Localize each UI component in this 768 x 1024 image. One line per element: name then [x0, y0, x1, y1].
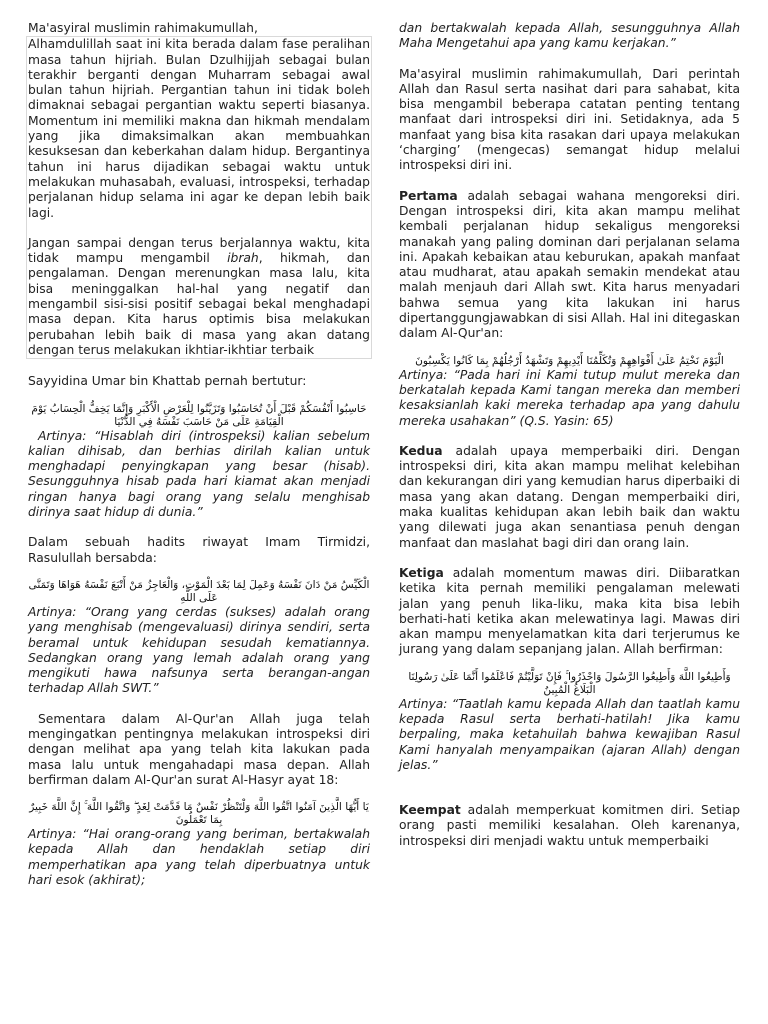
salutation: Ma'asyiral muslimin rahimakumullah, — [28, 21, 258, 35]
pertama-text: adalah sebagai wahana mengoreksi diri. Dengan introspeksi diri, kita akan mampu melihat kembali perjalanan hidup sekaligus mengoreksi manakah yang paling dominan dari perjalanan selama ini. Apakah kebaikan atau keburukan, apakah manfaat atau mudharat, atau apakah semakin mendekat atau malah menjauh dari Allah swt. Kita harus menyadari bahwa semua yang kita lakukan ini harus dipertanggungjawabkan di sisi Allah. Hal ini ditegaskan dalam Al-Qur'an: — [399, 188, 740, 341]
translation-taatlah: Artinya: “Taatlah kamu kepada Allah dan taatlah kamu kepada Rasul serta berhati-hatilah! Jika kamu berpaling, maka ketahuilah bahwa kewajiban Rasul Kami hanyalah menyampaikan (ajaran Allah) dengan jelas.” — [399, 696, 740, 772]
kedua-label: Kedua — [399, 443, 443, 458]
arabic-quote-umar: حَاسِبُوا أَنْفُسَكُمْ قَبْلَ أَنْ تُحَاسَبُوا وَتَزَيَّنُوا لِلْعَرْضِ الْأَكْبَرِ وَإِنَّمَا يَخِفُّ الْحِسَابُ يَوْمَ الْقِيَامَةِ عَلَى مَنْ حَاسَبَ نَفْسَهُ فِي الدُّنْيَا — [31, 402, 367, 428]
arabic-yasin: الْيَوْمَ نَخْتِمُ عَلَىٰ أَفْوَاهِهِمْ وَتُكَلِّمُنَا أَيْدِيهِمْ وَتَشْهَدُ أَرْجُلُهُمْ بِمَا كَانُوا يَكْسِبُونَ — [415, 354, 724, 367]
translation-alhasyr-continued: dan bertakwalah kepada Allah, sesungguhnya Allah Maha Mengetahui apa yang kamu kerjakan.” — [399, 21, 740, 51]
paragraph-manfaat: Ma'asyiral muslimin rahimakumullah, Dari perintah Allah dan Rasul serta nasihat dari para sahabat, kita bisa mengambil beberapa catatan penting tentang manfaat dari introspeksi diri ini. Setidaknya, ada 5 manfaat yang bisa kita rasakan dari upaya melakukan ‘charging’ (mengecas) semangat hidup melalui introspeksi diri ini. — [399, 66, 740, 173]
left-column — [28, 21, 370, 888]
paragraph-intro: Alhamdulillah saat ini kita berada dalam fase peralihan masa tahun hijriah. Bulan Dzulhijjah sebagai bulan terakhir berganti dengan Muharram sebagai awal bulan tahun hijriah. Pergantian tahun ini tidak boleh dimaknai sebagai pergantian waktu seperti biasanya. Momentum ini memiliki makna dan hikmah mendalam yang jika dimaksimalkan akan membuahkan kesuksesan dan keberkahan dalam hidup. Bergantinya tahun ini harus dijadikan sebagai waktu untuk melakukan muhasabah, evaluasi, introspeksi, terhadap perjalanan hidup selama ini agar ke depan lebih baik lagi. — [28, 37, 370, 220]
paragraph-ketiga — [399, 566, 740, 658]
paragraph-pertama — [399, 189, 740, 342]
pertama-label: Pertama — [399, 188, 458, 203]
paragraph-kedua — [399, 444, 740, 551]
arabic-hadith: الْكَيِّسُ مَنْ دَانَ نَفْسَهُ وَعَمِلَ لِمَا بَعْدَ الْمَوْتِ، وَالْعَاجِزُ مَنْ أَتْبَعَ نَفْسَهُ هَوَاهَا وَتَمَنَّى عَلَى اللَّهِ — [28, 578, 370, 604]
translation-umar: Artinya: “Hisablah diri (introspeksi) kalian sebelum kalian dihisab, dan berhias dirilah kalian untuk menghadapi penyingkapan yang besar (hisab). Sesungguhnya hisab pada hari kiamat akan menjadi ringan hanya bagi orang yang selalu menghisab dirinya saat hidup di dunia.” — [28, 428, 370, 520]
translation-hadith: Artinya: “Orang yang cerdas (sukses) adalah orang yang menghisab (mengevaluasi) dirinya sendiri, serta beramal untuk kehidupan sesudah kematiannya. Sedangkan orang yang lemah adalah orang yang mengikuti hawa nafsunya serta berangan-angan terhadap Allah SWT.” — [28, 604, 370, 696]
ketiga-label: Ketiga — [399, 565, 444, 580]
paragraph-ibrah-part2: , hikmah, dan pengalaman. Dengan merenungkan masa lalu, kita bisa meninggalkan hal-hal yang negatif dan mengambil sisi-sisi positif sebagai bekal menghadapi masa depan. Kita harus optimis bisa melakukan perubahan lebih baik di masa yang akan datang dengan terus melakukan ikhtiar-ikhtiar terbaik — [28, 251, 370, 357]
paragraph-alhasyr: Sementara dalam Al-Qur'an Allah juga telah mengingatkan pentingnya melakukan introspeksi diri dengan melihat apa yang telah kita lakukan pada masa lalu untuk mengahadapi masa depan. Allah berfirman dalam Al-Qur'an surat Al-Hasyr ayat 18: — [28, 711, 370, 787]
ketiga-text: adalah momentum mawas diri. Diibaratkan ketika kita pernah memiliki pengalaman melewati jalan yang penuh lika-liku, maka kita bisa lebih berhati-hati ketika akan melewatinya lagi. Mawas diri akan mampu menyelamatkan kita dari terjerumus ke jurang yang dalam sepanjang jalan. Allah berfirman: — [399, 565, 740, 657]
translation-alhasyr: Artinya: “Hai orang-orang yang beriman, bertakwalah kepada Allah dan hendaklah setiap diri memperhatikan apa yang telah diperbuatnya untuk hari esok (akhirat); — [28, 827, 370, 888]
translation-yasin: Artinya: “Pada hari ini Kami tutup mulut mereka dan berkatalah kepada Kami tangan mereka dan memberi kesaksianlah kaki mereka terhadap apa yang dahulu mereka usahakan” (Q.S. Yasin: 65) — [399, 367, 740, 428]
paragraph-keempat — [399, 803, 740, 849]
right-column — [399, 21, 740, 849]
paragraph-ibrah-part1: Jangan sampai dengan terus berjalannya waktu, kita tidak mampu mengambil — [28, 235, 370, 266]
paragraph-ibrah — [28, 236, 370, 358]
arabic-taatlah: وَأَطِيعُوا اللَّهَ وَأَطِيعُوا الرَّسُولَ وَاحْذَرُوا ۚ فَإِنْ تَوَلَّيْتُمْ فَاعْلَمُوا أَنَّمَا عَلَىٰ رَسُولِنَا الْبَلَاغُ الْمُبِينُ — [408, 670, 731, 696]
ibrah-word: ibrah — [227, 251, 259, 266]
arabic-alhasyr: يَا أَيُّهَا الَّذِينَ آمَنُوا اتَّقُوا اللَّهَ وَلْتَنْظُرْ نَفْسٌ مَا قَدَّمَتْ لِغَدٍ ۖ وَاتَّقُوا اللَّهَ ۚ إِنَّ اللَّهَ خَبِيرٌ بِمَا تَعْمَلُونَ — [29, 801, 369, 827]
keempat-label: Keempat — [399, 803, 461, 818]
highlighted-paragraphs — [26, 36, 372, 359]
kedua-text: adalah upaya memperbaiki diri. Dengan introspeksi diri, kita akan mampu melihat kelebihan dan kekurangan diri yang kemudian harus diperbaiki di masa yang akan datang. Dengan memperbaiki diri, maka kualitas kehidupan akan lebih baik dan waktu yang dilewati juga akan senantiasa penuh dengan manfaat dan maslahat bagi diri dan orang lain. — [399, 443, 740, 550]
paragraph-tirmidzi: Dalam sebuah hadits riwayat Imam Tirmidzi, Rasulullah bersabda: — [28, 535, 370, 565]
keempat-text: adalah memperkuat komitmen diri. Setiap orang pasti memiliki kesalahan. Oleh karenanya, introspeksi diri menjadi waktu untuk memperbaiki — [399, 803, 740, 848]
paragraph-umar: Sayyidina Umar bin Khattab pernah bertutur: — [28, 374, 307, 389]
